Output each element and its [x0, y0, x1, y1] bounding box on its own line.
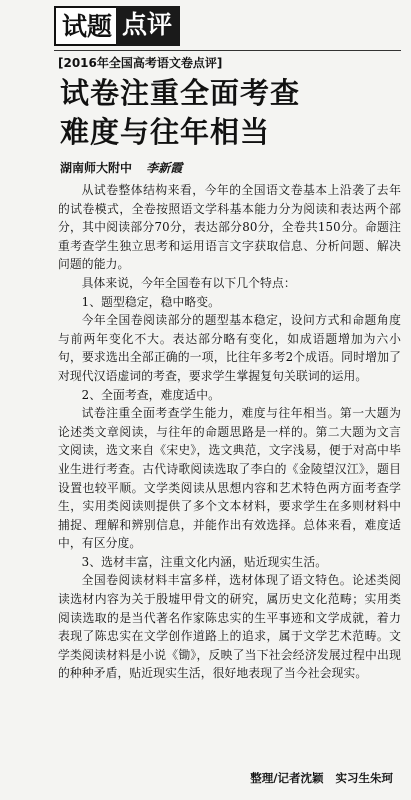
column-header	[54, 6, 180, 46]
headline-line-1: 试卷注重全面考查	[60, 76, 301, 110]
paragraph: 全国卷阅读材料丰富多样，选材体现了语文特色。论述类阅读选材内容为关于殷墟甲骨文的研究，属历史文化范畴；实用类阅读选取的是当代著名作家陈忠实的生平事迹和文学成就，着力表现了陈忠实在文学创作道路上的追求，属于文学艺术范畴。文学类阅读材料是小说《锄》，反映了当下社会经济发展过程中出现的种种矛盾，贴近现实生活，很好地表现了当今社会现实。	[58, 573, 401, 681]
subheading: 1、题型稳定，稳中略变。	[81, 294, 221, 309]
byline-author: 李新霞	[146, 161, 183, 175]
column-label-main: 试题	[54, 6, 116, 46]
credit-line	[250, 770, 393, 786]
subheading: 2、全面考查，难度适中。	[81, 387, 221, 402]
column-label-highlight: 点评	[116, 6, 180, 46]
paragraph: 具体来说，今年全国卷有以下几个特点：	[81, 275, 296, 290]
headline-line-2: 难度与往年相当	[60, 115, 271, 149]
article-body	[58, 181, 401, 683]
subheading: 3、选材丰富，注重文化内涵，贴近现实生活。	[81, 554, 328, 569]
byline-school: 湖南师大附中	[60, 161, 133, 175]
section-tag: [2016年全国高考语文卷点评]	[58, 56, 223, 70]
paragraph: 试卷注重全面考查学生能力，难度与往年相当。第一大题为论述类文章阅读，与往年的命题思路是一样的。第二大题为文言文阅读，选文来自《宋史》，选文典范，文字浅易，便于对高中毕业生进行考查。古代诗歌阅读选取了李白的《金陵望汉江》，题目设置也较平顺。文学类阅读从思想内容和艺术特色两方面考查学生，实用类阅读则提供了多个文本材料，要求学生在多则材料中捕捉、理解和辨别信息，并能作出有效选择。总体来看，难度适中，有区分度。	[58, 406, 401, 551]
credit-intern: 实习生朱珂	[335, 771, 393, 785]
byline	[60, 159, 182, 177]
headline	[60, 74, 400, 152]
paragraph: 从试卷整体结构来看，今年的全国语文卷基本上沿袭了去年的试卷模式，全卷按照语文学科基本能力分为阅读和表达两个部分，其中阅读部分70分，表达部分80分，全卷共150分。命题注重考查学生独立思考和运用语言文字获取信息、分析问题、解决问题的能力。	[58, 183, 401, 272]
paragraph: 今年全国卷阅读部分的题型基本稳定，设问方式和命题角度与前两年变化不大。表达部分略有变化，如成语题增加为六小句，要求选出全部正确的一项，比往年多考2个成语。同时增加了对现代汉语虚词的考查，要求学生掌握复句关联词的运用。	[58, 313, 401, 383]
credit-editor: 整理/记者沈颖	[250, 771, 324, 785]
header-divider	[54, 50, 401, 51]
